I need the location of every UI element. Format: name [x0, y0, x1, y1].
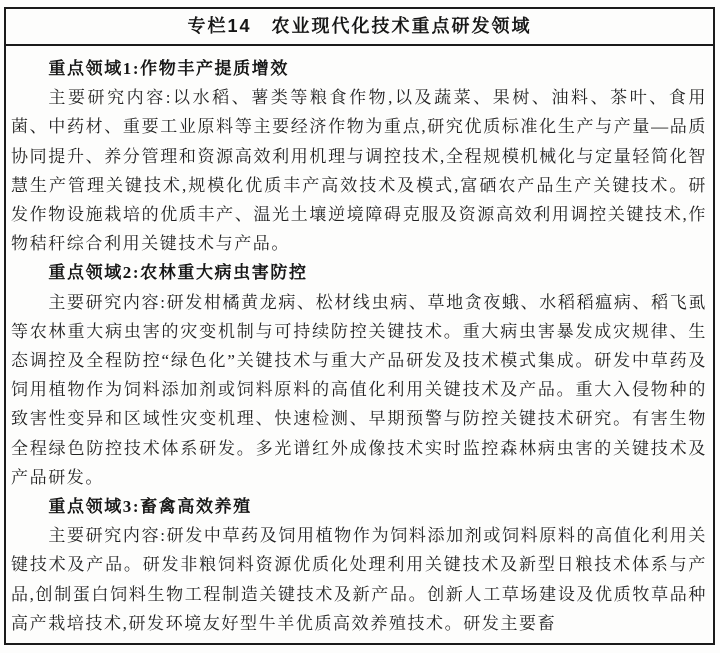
panel-header [6, 9, 713, 46]
section-2-heading: 重点领域2:农林重大病虫害防控 [48, 263, 308, 283]
section-2-body: 主要研究内容:研发柑橘黄龙病、松材线虫病、草地贪夜蛾、水稻稻瘟病、稻飞虱等农林重大病虫害的灾变机制与可持续防控关键技术。重大病虫害暴发成灾规律、生态调控及全程防控“绿色化”关键技术与重大产品研发及技术模式集成。研发中草药及饲用植物作为饲料添加剂或饲料原料的高值化利用关键技术及产品。重大入侵物种的致害性变异和区域性灾变机理、快速检测、早期预警与防控关键技术研究。有害生物全程绿色防控技术体系研发。多光谱红外成像技术实时监控森林病虫害的关键技术及产品研发。 [11, 292, 707, 487]
panel-title: 专栏14 农业现代化技术重点研发领域 [187, 16, 532, 36]
section-1-body: 主要研究内容:以水稻、薯类等粮食作物,以及蔬菜、果树、油料、茶叶、食用菌、中药材、重要工业原料等主要经济作物为重点,研究优质标准化生产与产量—品质协同提升、养分管理和资源高效利用机理与调控技术,全程规模机械化与定量轻简化智慧生产管理关键技术,规模化优质丰产高效技术及模式,富硒农产品生产关键技术。研发作物设施栽培的优质丰产、温光土壤逆境障碍克服及资源高效利用调控关键技术,作物秸秆综合利用关键技术与产品。 [11, 88, 707, 254]
section-3-heading: 重点领域3:畜禽高效养殖 [48, 497, 252, 517]
panel-content [6, 46, 713, 638]
column-14-panel [4, 7, 715, 645]
section-1-heading: 重点领域1:作物丰产提质增效 [48, 59, 289, 78]
section-3-body: 主要研究内容:研发中草药及饲用植物作为饲料添加剂或饲料原料的高值化利用关键技术及产品。研发非粮饲料资源优质化处理利用关键技术及新型日粮技术体系与产品,创制蛋白饲料生物工程制造关键技术及新产品。创新人工草场建设及优质牧草品种高产栽培技术,研发环境友好型牛羊优质高效养殖技术。研发主要畜 [11, 526, 707, 633]
